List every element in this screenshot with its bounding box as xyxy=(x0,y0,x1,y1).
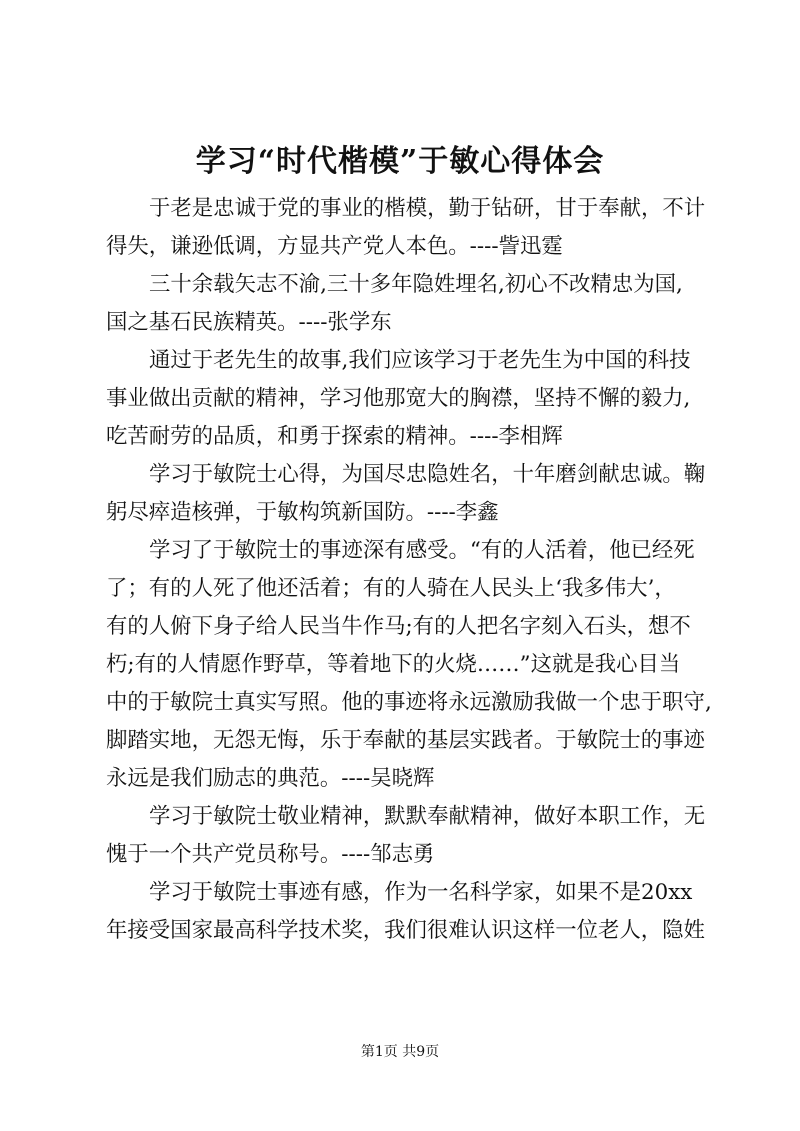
text-line: 吃苦耐劳的品质，和勇于探索的精神。----李相辉 xyxy=(106,424,563,449)
text-line: 愧于一个共产党员称号。----邹志勇 xyxy=(106,842,435,867)
text-line: 学习于敏院士敬业精神，默默奉献精神，做好本职工作，无 xyxy=(149,804,706,829)
text-line: 朽;有的人情愿作野草，等着地下的火烧……”这就是我心目当 xyxy=(106,652,681,677)
document-title: 学习“时代楷模”于敏心得体会 xyxy=(195,144,605,179)
text-line: 学习于敏院士心得，为国尽忠隐姓名，十年磨剑献忠诚。鞠 xyxy=(149,462,706,487)
text-line: 年接受国家最高科学技术奖，我们很难认识这样一位老人，隐姓 xyxy=(106,918,705,943)
text-line: 得失，谦逊低调，方显共产党人本色。----訾迅霆 xyxy=(106,234,563,259)
text-line: 脚踏实地，无怨无悔，乐于奉献的基层实践者。于敏院士的事迹 xyxy=(106,728,705,753)
text-line: 学习了于敏院士的事迹深有感受。“有的人活着，他已经死 xyxy=(149,538,695,563)
text-line: 国之基石民族精英。----张学东 xyxy=(106,310,392,335)
text-line: 躬尽瘁造核弹，于敏构筑新国防。----李鑫 xyxy=(106,500,499,525)
text-line: 永远是我们励志的典范。----吴晓辉 xyxy=(106,766,435,791)
text-line: 中的于敏院士真实写照。他的事迹将永远激励我做一个忠于职守, xyxy=(106,690,712,715)
text-line: 了；有的人死了他还活着；有的人骑在人民头上‘我多伟大’， xyxy=(106,576,676,601)
text-line: 三十余载矢志不渝,三十多年隐姓埋名,初心不改精忠为国, xyxy=(149,272,683,297)
text-line: 学习于敏院士事迹有感，作为一名科学家，如果不是20xx xyxy=(149,880,693,905)
page-number-footer: 第1页 共9页 xyxy=(360,1044,440,1060)
text-line: 于老是忠诚于党的事业的楷模，勤于钻研，甘于奉献，不计 xyxy=(149,196,706,221)
text-line: 通过于老先生的故事,我们应该学习于老先生为中国的科技 xyxy=(149,348,691,373)
text-line: 有的人俯下身子给人民当牛作马;有的人把名字刻入石头，想不 xyxy=(106,614,691,639)
document-body xyxy=(106,190,712,950)
text-line: 事业做出贡献的精神，学习他那宽大的胸襟，坚持不懈的毅力, xyxy=(106,386,691,411)
